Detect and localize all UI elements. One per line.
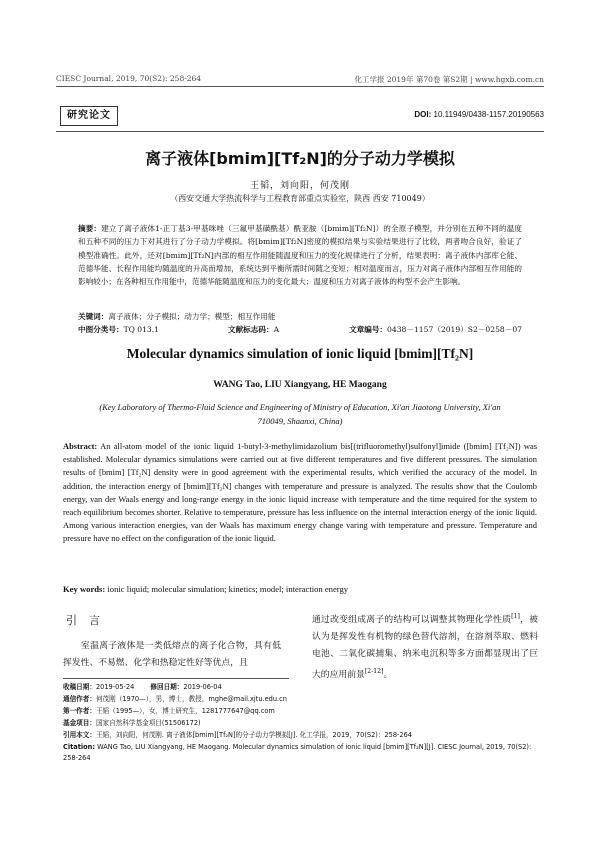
article-no-value: 0438－1157（2019）S2－0258－07 — [387, 325, 522, 334]
chinese-abstract — [78, 222, 522, 288]
doccode-value: A — [273, 325, 280, 334]
corr-text: 何茂刚（1970—），男，博士，教授，mghe@mail.xjtu.edu.cn — [95, 695, 287, 703]
intro-right-text-3: 。 — [383, 669, 393, 680]
footnote-rule — [63, 678, 289, 679]
intro-right-text-2: ，被认为是挥发性有机物的绿色替代溶剂，在溶剂萃取、燃料电池、二氧化碳捕集、纳米电沉积等多方面都显现出了巨大的应用前景 — [312, 614, 538, 680]
doccode-label: 文献标志码： — [228, 325, 274, 334]
english-affiliation: (Key Laboratory of Thermo-Fluid Science and Engineering of Ministry of Education, Xi'an Jiaotong University, Xi'an 710049, Shaanxi, China) — [99, 402, 501, 426]
footnote-citation-en — [63, 742, 537, 764]
intro-right-column — [312, 608, 538, 684]
fund-label: 基金项目： — [63, 719, 96, 727]
cite-en-label: Citation: — [63, 743, 95, 751]
chinese-abstract-label: 摘要： — [78, 224, 102, 233]
english-keywords-label: Key words: — [63, 584, 106, 594]
footnote-citation-cn — [63, 730, 537, 741]
chinese-keywords-text: 离子液体；分子模拟；动力学；模型；相互作用能 — [108, 312, 276, 321]
cite-cn-label: 引用本文： — [63, 731, 96, 739]
corr-label: 通信作者： — [63, 695, 96, 703]
chinese-affiliation: （西安交通大学热流科学与工程教育部重点实验室，陕西 西安 710049） — [170, 194, 430, 203]
intro-heading: 引言 — [66, 614, 112, 627]
received-label: 收稿日期： — [63, 683, 96, 691]
english-abstract — [63, 440, 537, 546]
english-title: Molecular dynamics simulation of ionic liquid [bmim][Tf₂N] — [126, 346, 474, 361]
running-header-left: CIESC Journal, 2019, 70(S2): 258-264 — [56, 74, 202, 83]
footnote-first-author — [63, 706, 537, 717]
intro-right-text-1: 通过改变组成离子的结构可以调整其物理化学性质 — [312, 614, 512, 625]
first-author-text: 王韬（1995—），女，博士研究生，1281777647@qq.com — [95, 707, 275, 715]
revised-date: 2019-06-04 — [183, 683, 222, 691]
doi-value: 10.11949/0438-1157.20190563 — [433, 110, 544, 119]
english-abstract-text: An all-atom model of the ionic liquid 1-butyl-3-methylimidazolium bis[(trifluoromethyl)sulfonyl]imide ([bmim] [Tf₂N]) was established. Molecular dynamics simulations were carried out at five different temperatures and five different pressures. The simulation results of [bmim] [Tf₂N] density were in good agreement with the experimental results, which verified the accuracy of the model. In addition, the interaction energy of [bmim][Tf₂N] changes with temperature and pressure is analyzed. The results show that the Coulomb energy, van der Waals energy and long-range energy in the ionic liquid increase with temperature and the time required for the system to reach equilibrium becomes shorter. Relative to temperature, pressure has less influence on the internal interaction energy of the ionic liquid. Among various interaction energies, van der Waals has maximum energy change varing with temperature and pressure. Temperature and pressure have no effect on the configuration of the ionic liquid. — [63, 441, 537, 544]
clc-value: TQ 013.1 — [123, 325, 160, 334]
chinese-title: 离子液体[bmim][Tf₂N]的分子动力学模拟 — [145, 149, 455, 168]
footnote-corresponding-author — [63, 694, 537, 705]
fund-text: 国家自然科学基金项目(51506172) — [95, 719, 201, 727]
revised-label: 修回日期： — [150, 683, 184, 691]
first-author-label: 第一作者： — [63, 707, 96, 715]
running-header-right: 化工学报 2019年 第70卷 第S2期 | www.hgxb.com.cn — [354, 75, 544, 84]
cite-cn-text: 王韬，刘向阳，何茂刚. 离子液体[bmim][Tf₂N]的分子动力学模拟[J]. 化工学报，2019，70(S2)：258-264 — [95, 731, 412, 739]
footnote-dates — [63, 682, 537, 693]
citation-ref[interactable]: [1] — [511, 613, 520, 620]
english-keywords-text: ionic liquid; molecular simulation; kinetics; model; interaction energy — [107, 584, 349, 594]
chinese-authors: 王韬，刘向阳，何茂刚 — [249, 181, 350, 191]
section-label: 研究论文 — [60, 106, 118, 126]
chinese-keywords-label: 关键词： — [78, 312, 109, 321]
footnote-funding — [63, 718, 537, 729]
chinese-keywords — [78, 311, 522, 322]
citation-ref[interactable]: [2-12] — [364, 667, 384, 675]
doi-label: DOI: — [414, 110, 432, 119]
clc-label: 中图分类号： — [78, 325, 124, 334]
cite-en-text: WANG Tao, LIU Xiangyang, HE Maogang. Molecular dynamics simulation of ionic liquid [bmim][Tf₂N][J]. CIESC Journal, 2019, 70(S2): 258-264 — [63, 743, 532, 762]
doi[interactable] — [414, 110, 544, 119]
chinese-abstract-text: 建立了离子液体1-正丁基3-甲基咪唑（三氟甲基磺酰基）酰亚胺（[bmim][Tf₂N]）的全原子模型，并分别在五种不同的温度和五种不同的压力下对其进行了分子动力学模拟。将[bmim][Tf₂N]密度的模拟结果与实验结果进行了比较，两者吻合良好，验证了模型准确性。此外，还对[bmim][Tf₂N]内部的相互作用能随温度和压力的变化规律进行了分析，结果表明：离子液体内部库仑能、范德华能、长程作用能均随温度的升高而增加，系统达到平衡所需时间随之变短；相对温度而言，压力对离子液体内部相互作用能的影响较小；在各种相互作用能中，范德华能随温度和压力的变化最大；温度和压力对离子液体的构型不会产生影响。 — [78, 224, 522, 287]
received-date: 2019-05-24 — [95, 683, 135, 691]
intro-left-column: 室温离子液体是一类低熔点的离子化合物，具有低挥发性、不易燃、化学和热稳定性好等优点，且 — [63, 641, 281, 668]
english-authors: WANG Tao, LIU Xiangyang, HE Maogang — [213, 380, 387, 390]
english-abstract-label: Abstract: — [63, 441, 98, 451]
english-keywords — [63, 584, 537, 594]
article-no-label: 文章编号： — [349, 325, 388, 334]
header-rule — [56, 86, 544, 87]
section-rule — [56, 131, 544, 132]
